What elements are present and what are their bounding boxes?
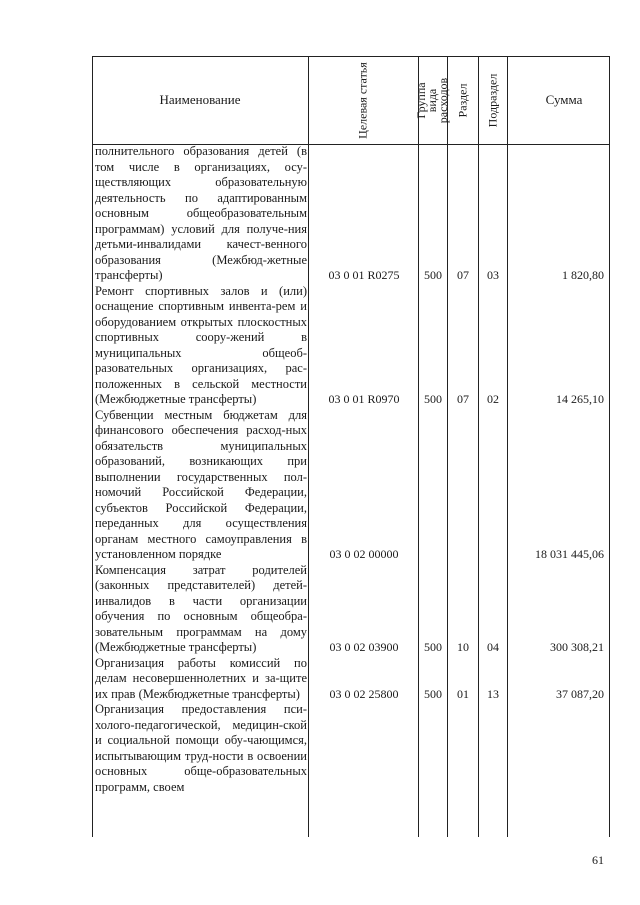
table-row [92,408,610,563]
row-sum: 18 031 445,06 [535,547,604,561]
row-group: 500 [424,640,442,654]
row-section: 10 [457,640,469,654]
table-row [92,563,610,656]
budget-table [92,56,610,837]
row-code: 03 0 01 R0275 [328,268,400,282]
table-body [92,144,610,795]
row-name: Субвенции местным бюджетам для финансового обеспечения расход-ных обязательств муниципальных образований, возникающих при выполнении государственных пол-номочий Российской Федерации, субъектов Российской Федерации, переданных для осуществления органам местного самоуправления в установленном порядке [95,407,307,561]
row-subsection: 04 [487,640,499,654]
row-group: 500 [424,392,442,406]
row-code: 03 0 01 R0970 [328,392,400,406]
header-name: Наименование [159,92,241,107]
row-name: полнительного образования детей (в том числе в организациях, осу-ществляющих образовательную деятельность по адаптированным основным общеобразовательным программам) условий для получе-ния детьми-инвалидами качест-венного образования (Межбюд-жетные трансферты) [95,144,307,282]
row-sum: 300 308,21 [550,640,604,654]
row-group: 500 [424,268,442,282]
header-subsection: Подраздел [485,73,500,127]
header-group: Группа вида расходов [414,77,450,123]
row-name: Организация работы комиссий по делам несовершеннолетних и за-щите их прав (Межбюджетные трансферты) [95,655,307,701]
row-name: Компенсация затрат родителей (законных представителей) детей-инвалидов в части организации обучения по основным общеобра-зовательным программам на дому (Межбюджетные трансферты) [95,562,307,654]
header-code: Целевая статья [355,61,370,139]
row-section: 07 [457,268,469,282]
table-row [92,284,610,408]
row-subsection: 02 [487,392,499,406]
row-section: 07 [457,392,469,406]
row-sum: 14 265,10 [556,392,604,406]
row-section: 01 [457,686,469,701]
table-row [92,702,610,795]
table-row [92,144,610,284]
row-sum: 1 820,80 [562,268,604,282]
row-group: 500 [424,686,442,701]
row-code: 03 0 02 00000 [329,547,399,561]
header-sum: Сумма [545,92,583,107]
table-row [92,656,610,703]
row-code: 03 0 02 25800 [329,686,399,701]
row-name: Организация предоставления пси-холого-педагогической, медицин-ской и социальной помощи обу-чающимся, испытывающим труд-ности в освоении основных обще-образовательных программ, своем [95,702,307,794]
page-number: 61 [592,853,604,867]
header-section: Раздел [455,83,470,117]
row-subsection: 03 [487,268,499,282]
row-name: Ремонт спортивных залов и (или) оснащение спортивным инвента-рем и оборудованием открытых плоскостных спортивных соору-жений в муниципальных общеоб-разовательных организациях, рас-положенных в сельской местности (Межбюджетные трансферты) [95,283,307,406]
row-code: 03 0 02 03900 [329,640,399,654]
row-sum: 37 087,20 [556,686,604,701]
row-subsection: 13 [487,686,499,701]
